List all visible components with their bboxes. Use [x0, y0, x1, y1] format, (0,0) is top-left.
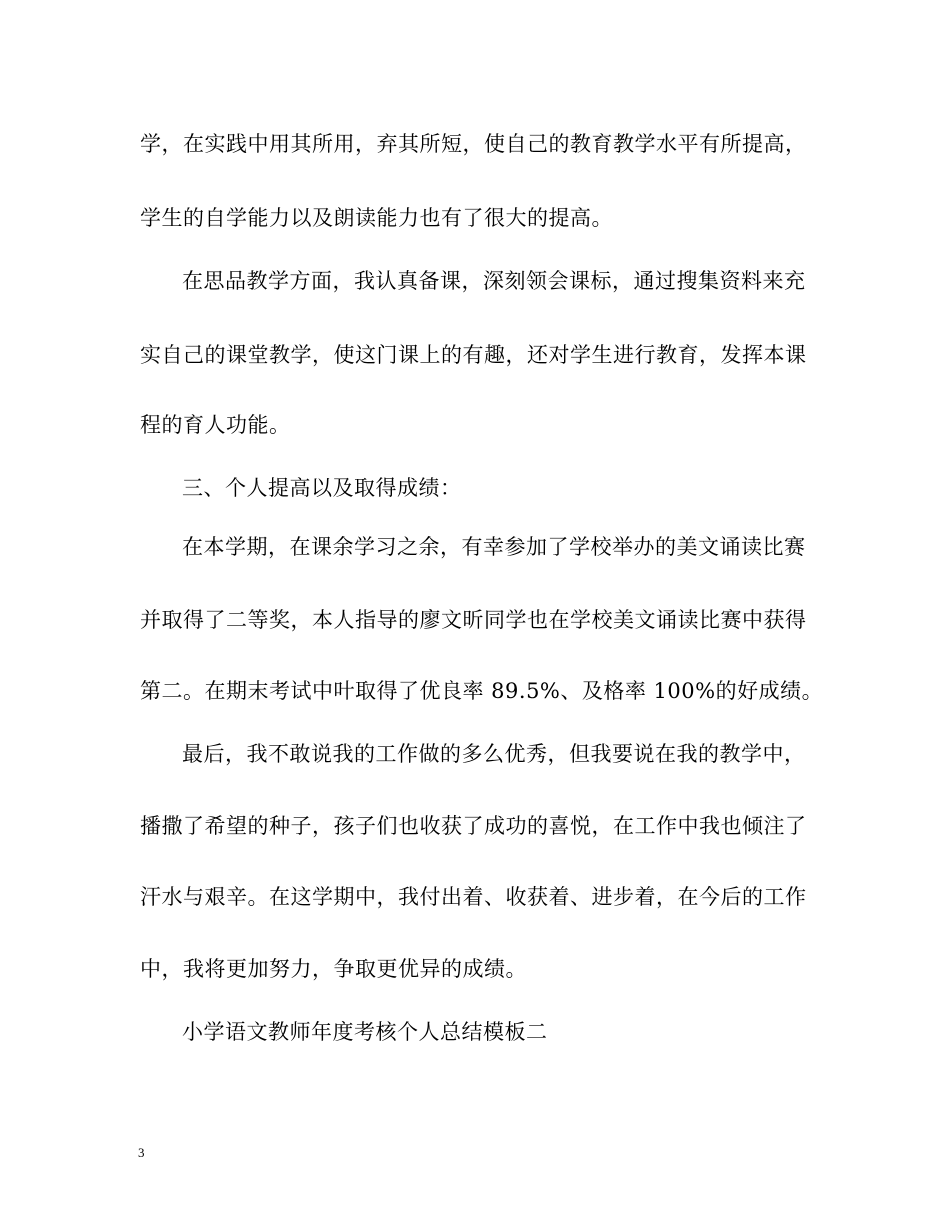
section-heading: 三、个人提高以及取得成绩： [182, 476, 462, 500]
text-line-1: 学，在实践中用其所用，弃其所短，使自己的教育教学水平有所提高， [140, 132, 807, 156]
text-line-13: 中，我将更加努力，争取更优异的成绩。 [140, 957, 527, 981]
page-number: 3 [138, 1145, 145, 1160]
text-line-7: 在本学期，在课余学习之余，有幸参加了学校举办的美文诵读比赛 [182, 535, 806, 559]
text-line-10: 最后，我不敢说我的工作做的多么优秀，但我要说在我的教学中， [182, 742, 806, 766]
text-line-11: 播撒了希望的种子，孩子们也收获了成功的喜悦，在工作中我也倾注了 [140, 814, 807, 838]
text-line-2: 学生的自学能力以及朗读能力也有了很大的提高。 [140, 206, 613, 230]
text-line-3: 在思品教学方面，我认真备课，深刻领会课标，通过搜集资料来充 [182, 269, 806, 293]
text-line-5: 程的育人功能。 [140, 413, 291, 437]
text-line-9: 第二。在期末考试中叶取得了优良率 89.5%、及格率 100%的好成绩。 [140, 679, 824, 703]
template-title: 小学语文教师年度考核个人总结模板二 [182, 1020, 548, 1044]
text-line-8: 并取得了二等奖，本人指导的廖文昕同学也在学校美文诵读比赛中获得 [140, 608, 807, 632]
text-line-4: 实自己的课堂教学，使这门课上的有趣，还对学生进行教育，发挥本课 [140, 343, 807, 367]
text-line-12: 汗水与艰辛。在这学期中，我付出着、收获着、进步着，在今后的工作 [140, 885, 807, 909]
